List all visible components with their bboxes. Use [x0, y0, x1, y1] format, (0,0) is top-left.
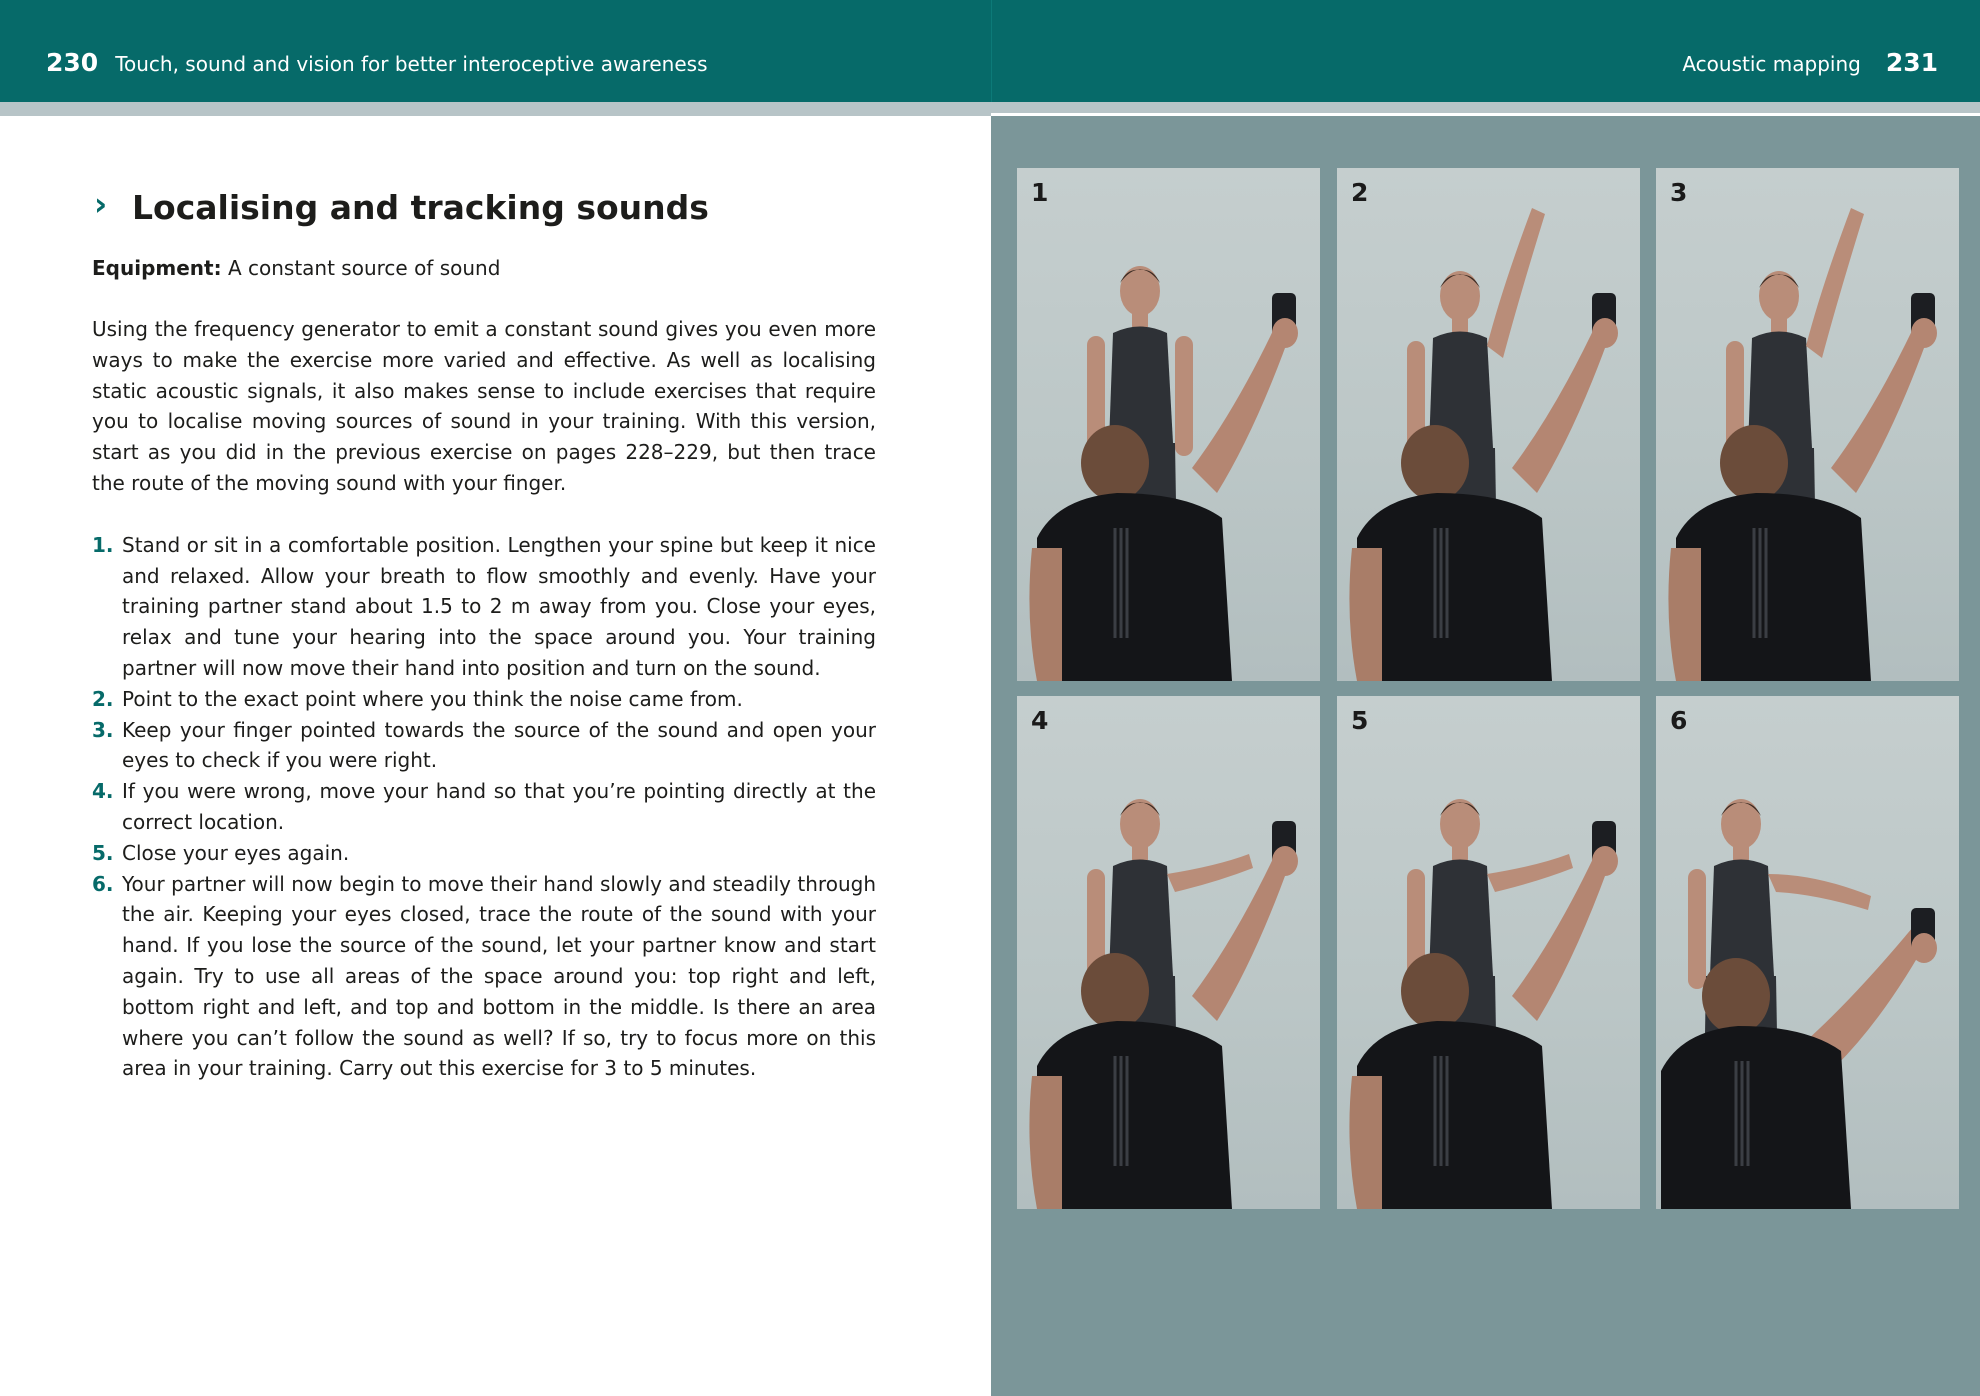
- equipment-label: Equipment:: [92, 256, 222, 280]
- photo-2: [1337, 168, 1640, 681]
- photo-number: 3: [1670, 178, 1688, 207]
- gutter-divider: [991, 0, 992, 102]
- photo-number: 1: [1031, 178, 1049, 207]
- list-item: [92, 715, 876, 777]
- right-running-head: [1682, 48, 1938, 77]
- photo-number: 5: [1351, 706, 1369, 735]
- left-page-number: 230: [46, 48, 99, 77]
- equipment-line: [92, 253, 876, 284]
- step-number: 6.: [92, 871, 114, 896]
- step-text: Point to the exact point where you think the noise came from.: [122, 686, 743, 711]
- left-running-head: [46, 48, 707, 77]
- step-text: Your partner will now begin to move their hand slowly and steadily through the air. Keeping your eyes closed, trace the route of the sound with your hand. If you lose the source of the sound, let your partner know and start again. Try to use all areas of the space around you: top right and left, bottom right and left, and top and bottom in the middle. Is there an area where you can’t follow the sound as well? If so, try to focus more on this area in your training. Carry out this exercise for 3 to 5 minutes.: [122, 871, 876, 1081]
- right-chapter-title: Acoustic mapping: [1682, 52, 1861, 76]
- illustration-arm-side: [1337, 696, 1640, 1209]
- list-item: [92, 684, 876, 715]
- list-item: [92, 776, 876, 838]
- photo-number: 2: [1351, 178, 1369, 207]
- illustration-arm-up: [1337, 168, 1640, 681]
- step-number: 5.: [92, 840, 114, 865]
- step-text: Stand or sit in a comfortable position. Lengthen your spine but keep it nice and relaxed. Allow your breath to flow smoothly and evenly. Have your training partner stand about 1.5 to 2 m away from you. Close your eyes, relax and tune your hearing into the space around you. Your training partner will now move their hand into position and turn on the sound.: [122, 532, 876, 680]
- illustration-arm-side-low-phone: [1656, 696, 1959, 1209]
- step-number: 3.: [92, 717, 114, 742]
- step-text: Close your eyes again.: [122, 840, 350, 865]
- left-page-text: [92, 184, 876, 1084]
- illustration-arm-up: [1656, 168, 1959, 681]
- photo-number: 4: [1031, 706, 1049, 735]
- left-chapter-title: Touch, sound and vision for better interoceptive awareness: [115, 52, 708, 76]
- photo-number: 6: [1670, 706, 1688, 735]
- list-item: [92, 869, 876, 1085]
- step-number: 4.: [92, 779, 114, 804]
- list-item: [92, 530, 876, 684]
- illustration-arm-down: [1017, 168, 1320, 681]
- photo-5: [1337, 696, 1640, 1209]
- steps-list: [92, 530, 876, 1084]
- illustration-arm-side: [1017, 696, 1320, 1209]
- photo-4: [1017, 696, 1320, 1209]
- step-text: If you were wrong, move your hand so that you’re pointing directly at the correct location.: [122, 779, 876, 834]
- header-subband-left: [0, 102, 991, 116]
- photo-3: [1656, 168, 1959, 681]
- step-number: 1.: [92, 532, 114, 557]
- photo-1: [1017, 168, 1320, 681]
- equipment-value: A constant source of sound: [221, 256, 501, 280]
- right-page-number: 231: [1885, 48, 1938, 77]
- step-number: 2.: [92, 686, 114, 711]
- chevron-right-icon: ›: [94, 184, 108, 223]
- step-text: Keep your finger pointed towards the source of the sound and open your eyes to check if you were right.: [122, 717, 876, 773]
- list-item: [92, 838, 876, 869]
- intro-paragraph: Using the frequency generator to emit a constant sound gives you even more ways to make the exercise more varied and effective. As well as localising static acoustic signals, it also makes sense to include exercises that require you to localise moving sources of sound in your training. With this version, start as you did in the previous exercise on pages 228–229, but then trace the route of the moving sound with your finger.: [92, 317, 876, 495]
- section-heading: [92, 184, 876, 227]
- photo-6: [1656, 696, 1959, 1209]
- section-title: Localising and tracking sounds: [132, 188, 709, 227]
